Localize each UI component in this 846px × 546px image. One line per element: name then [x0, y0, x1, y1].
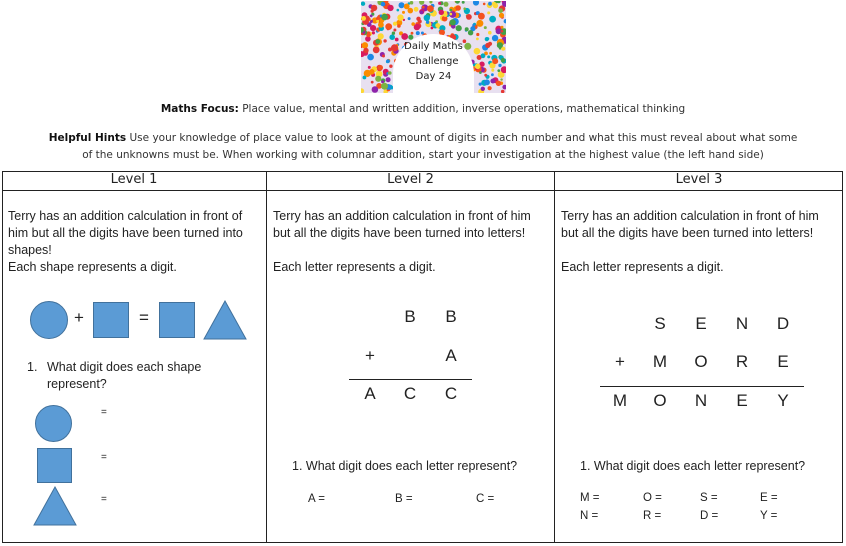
- confetti-dot: [372, 86, 379, 93]
- confetti-dot: [387, 5, 393, 11]
- letter-m: M: [652, 352, 668, 371]
- answer-r: R =: [643, 510, 662, 522]
- helpful-hints-line-2: of the unknowns must be. When working with columnar addition, start your investigation at the highest value (the left hand side): [82, 149, 764, 161]
- confetti-dot: [427, 5, 434, 12]
- confetti-dot: [498, 8, 503, 13]
- circle-shape: [35, 405, 72, 442]
- confetti-dot: [408, 17, 411, 20]
- level-1-intro: [8, 208, 264, 276]
- confetti-dot: [489, 16, 496, 23]
- answer-s: S =: [700, 492, 718, 504]
- confetti-dot: [493, 3, 498, 8]
- intro-line: but all the digits have been turned into letters!: [273, 226, 526, 240]
- confetti-dot: [463, 7, 466, 10]
- confetti-dot: [370, 15, 373, 18]
- confetti-dot: [370, 25, 376, 31]
- confetti-dot: [438, 2, 441, 5]
- confetti-dot: [422, 6, 425, 9]
- confetti-dot: [455, 5, 461, 11]
- confetti-dot: [455, 1, 460, 4]
- confetti-dot: [376, 20, 379, 23]
- confetti-dot: [361, 16, 366, 21]
- column-divider: [266, 171, 267, 543]
- level-3-intro: [561, 208, 841, 242]
- square-shape: [37, 448, 72, 483]
- plus-sign: +: [365, 346, 375, 365]
- plus-sign: +: [615, 352, 625, 371]
- column-divider: [554, 171, 555, 543]
- confetti-dot: [414, 7, 419, 12]
- level-2-question: 1. What digit does each letter represent?: [292, 459, 518, 473]
- confetti-dot: [431, 27, 434, 30]
- confetti-dot: [473, 1, 479, 6]
- plus-sign: +: [74, 308, 84, 327]
- sum-line: [600, 386, 804, 387]
- confetti-dot: [435, 23, 440, 28]
- level-1-heading: Level 1: [110, 172, 158, 187]
- answer-b: B =: [395, 493, 413, 505]
- confetti-dot: [429, 1, 432, 4]
- intro-line: Terry has an addition calculation in front of: [8, 209, 243, 223]
- confetti-dot: [397, 9, 400, 12]
- letter-m: M: [612, 391, 628, 410]
- level-3-question: 1. What digit does each letter represent?: [580, 459, 806, 473]
- confetti-dot: [361, 88, 364, 93]
- confetti-dot: [466, 14, 472, 20]
- confetti-dot: [476, 20, 483, 27]
- header-divider: [2, 190, 843, 191]
- intro-line: him but all the digits have been turned into: [8, 226, 243, 240]
- triangle-answer: =: [101, 494, 107, 505]
- answer-a: A =: [308, 493, 325, 505]
- confetti-dot: [501, 90, 505, 93]
- intro-line: but all the digits have been turned into letters!: [561, 226, 814, 240]
- square-shape: [93, 302, 129, 338]
- maths-focus-text: Place value, mental and written addition, inverse operations, mathematical thinking: [242, 103, 686, 115]
- confetti-dot: [361, 2, 365, 6]
- confetti-dot: [372, 31, 375, 34]
- letter-n: N: [694, 391, 708, 410]
- confetti-dot: [501, 30, 504, 33]
- confetti-dot: [410, 1, 414, 5]
- confetti-dot: [488, 31, 492, 35]
- sum-line: [349, 379, 472, 380]
- answer-n: N =: [580, 510, 599, 522]
- confetti-dot: [487, 11, 490, 14]
- letter-n: N: [735, 314, 749, 333]
- square-shape: [159, 302, 195, 338]
- answer-m: M =: [580, 492, 600, 504]
- answer-y: Y =: [760, 510, 778, 522]
- answer-o: O =: [643, 492, 662, 504]
- confetti-dot: [444, 2, 449, 7]
- level-1-question: [47, 359, 247, 393]
- confetti-dot: [481, 87, 485, 91]
- confetti-dot: [399, 2, 405, 8]
- banner-line-3: Day 24: [415, 71, 452, 82]
- helpful-hints-label: Helpful Hints: [48, 132, 127, 144]
- intro-line: Each shape represents a digit.: [8, 260, 177, 274]
- confetti-dot: [424, 15, 430, 21]
- letter-b: B: [404, 307, 416, 326]
- letter-s: S: [654, 314, 666, 333]
- confetti-dot: [392, 32, 395, 35]
- level-3-heading: Level 3: [675, 172, 723, 187]
- confetti-dot: [468, 30, 473, 35]
- level-3-intro-2: Each letter represents a digit.: [561, 260, 724, 274]
- confetti-dot: [472, 24, 475, 27]
- confetti-dot: [411, 32, 414, 35]
- letter-r: R: [735, 352, 749, 371]
- letter-a: A: [445, 346, 457, 365]
- confetti-dot: [393, 29, 396, 32]
- maths-focus: [0, 103, 846, 115]
- confetti-dot: [449, 9, 452, 12]
- confetti-dot: [439, 10, 444, 15]
- confetti-dot: [416, 31, 420, 35]
- confetti-dot: [502, 85, 506, 90]
- circle-answer: =: [101, 407, 107, 418]
- circle-shape: [30, 301, 68, 339]
- intro-line: shapes!: [8, 243, 52, 257]
- confetti-dot: [397, 14, 403, 20]
- letter-a: A: [364, 384, 376, 403]
- level-1-question-number: 1.: [27, 360, 38, 374]
- confetti-dot: [402, 11, 405, 14]
- letter-c: C: [444, 384, 458, 403]
- confetti-dot: [450, 19, 456, 25]
- equals-sign: =: [139, 308, 149, 327]
- intro-line: Terry has an addition calculation in front of him: [273, 209, 531, 223]
- confetti-dot: [456, 25, 462, 31]
- letter-e: E: [736, 391, 748, 410]
- confetti-dot: [381, 2, 386, 7]
- confetti-dot: [419, 1, 424, 5]
- helpful-hints-line-1: Use your knowledge of place value to look at the amount of digits in each number and what this must reveal about what some: [129, 132, 798, 144]
- intro-line: Terry has an addition calculation in front of him: [561, 209, 819, 223]
- confetti-dot: [476, 33, 479, 36]
- level-2-intro-2: Each letter represents a digit.: [273, 260, 436, 274]
- answer-e: E =: [760, 492, 778, 504]
- banner-line-2: Challenge: [408, 56, 459, 67]
- confetti-dot: [381, 14, 388, 21]
- confetti-dot: [504, 19, 506, 23]
- letter-y: Y: [777, 391, 789, 410]
- banner-line-1: Daily Maths: [404, 41, 463, 52]
- question-line: represent?: [47, 377, 107, 391]
- answer-d: D =: [700, 510, 719, 522]
- title-banner: [361, 1, 506, 93]
- confetti-dot: [478, 13, 485, 20]
- level-2-intro: [273, 208, 551, 242]
- letter-e: E: [695, 314, 707, 333]
- letter-c: C: [403, 384, 417, 403]
- confetti-dot: [488, 86, 492, 90]
- letter-b: B: [445, 307, 457, 326]
- confetti-dot: [465, 27, 469, 31]
- answer-c: C =: [476, 493, 495, 505]
- confetti-dot: [378, 22, 384, 28]
- question-line: What digit does each shape: [47, 360, 202, 374]
- letter-o: O: [694, 352, 708, 371]
- confetti-dot: [450, 13, 453, 16]
- confetti-dot: [483, 3, 486, 6]
- confetti-dot: [397, 24, 401, 28]
- confetti-dot: [488, 2, 492, 6]
- maths-focus-label: Maths Focus:: [160, 103, 239, 115]
- level-2-heading: Level 2: [387, 172, 434, 187]
- confetti-dot: [420, 11, 424, 15]
- confetti-dot: [462, 1, 465, 4]
- confetti-dot: [499, 13, 504, 18]
- letter-d: D: [776, 314, 790, 333]
- confetti-dot: [393, 22, 397, 26]
- letter-e: E: [777, 352, 789, 371]
- confetti-dot: [385, 23, 392, 30]
- triangle-shape: [33, 486, 77, 526]
- banner-title: [361, 39, 506, 84]
- confetti-dot: [414, 24, 420, 30]
- confetti-dot: [416, 17, 420, 21]
- triangle-shape: [203, 300, 247, 340]
- confetti-dot: [371, 5, 377, 11]
- confetti-dot: [426, 21, 429, 24]
- square-answer: =: [101, 452, 107, 463]
- helpful-hints: [0, 130, 846, 164]
- confetti-dot: [404, 4, 410, 10]
- confetti-dot: [484, 26, 487, 29]
- letter-o: O: [653, 391, 667, 410]
